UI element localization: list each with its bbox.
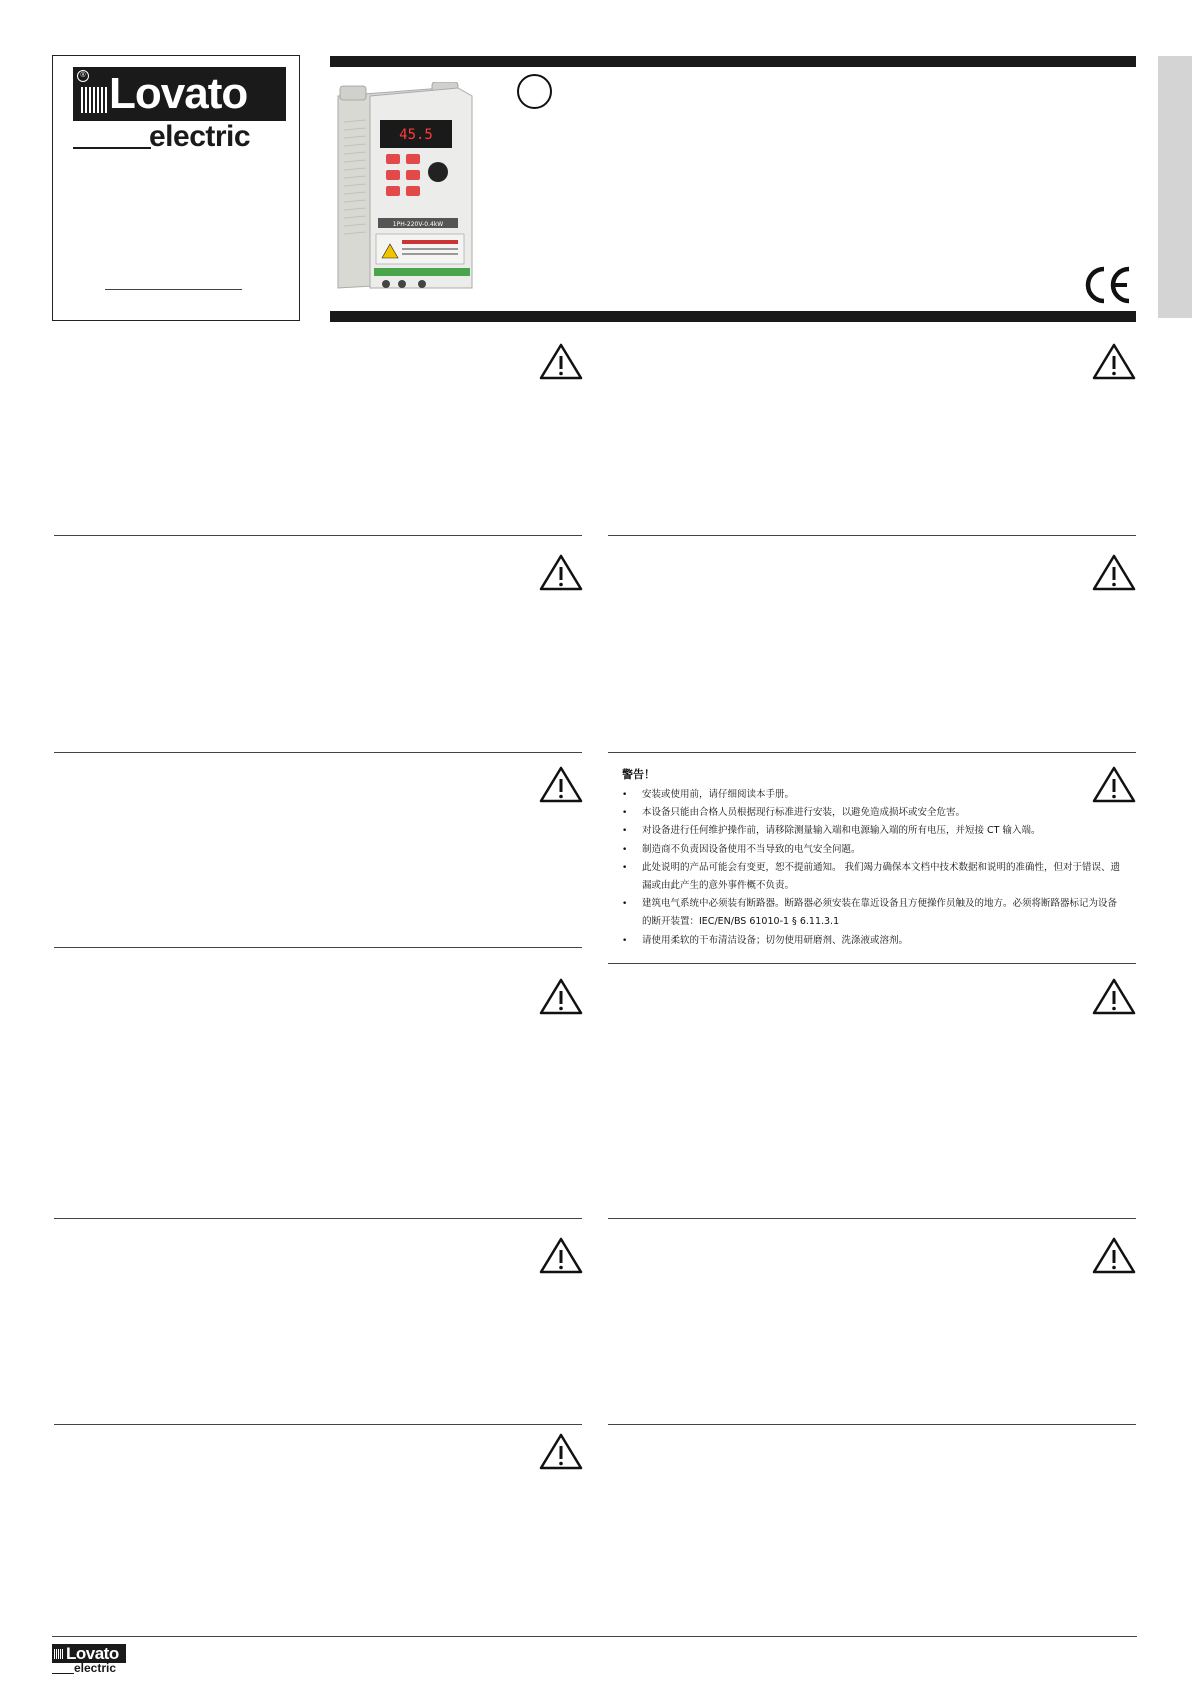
warning-triangle-icon bbox=[1092, 977, 1136, 1015]
warning-triangle-icon bbox=[539, 765, 583, 803]
warning-item: • 安装或使用前，请仔细阅读本手册。 bbox=[622, 786, 1122, 804]
section-divider bbox=[54, 947, 582, 948]
warning-triangle-icon bbox=[1092, 553, 1136, 591]
footer-logo-underline bbox=[52, 1673, 74, 1674]
warning-item: • 本设备只能由合格人员根据现行标准进行安装，以避免造成损坏或安全危害。 bbox=[622, 804, 1122, 822]
logo-wordmark: Lovato bbox=[109, 69, 248, 118]
section-divider bbox=[608, 1424, 1136, 1425]
product-photo bbox=[330, 82, 480, 294]
warning-triangle-icon bbox=[539, 1432, 583, 1470]
section-divider bbox=[54, 752, 582, 753]
lovato-logo bbox=[73, 67, 286, 121]
section-divider bbox=[608, 535, 1136, 536]
logo-subtitle: electric bbox=[149, 120, 251, 153]
warning-triangle-icon bbox=[539, 342, 583, 380]
language-circle bbox=[517, 74, 552, 109]
logo-underline bbox=[73, 147, 151, 149]
section-divider bbox=[54, 1218, 582, 1219]
warning-title: 警告！ bbox=[622, 768, 655, 781]
footer-logo-subtitle: electric bbox=[74, 1661, 117, 1675]
section-divider bbox=[608, 963, 1136, 964]
display-readout: 45.5 bbox=[399, 127, 433, 143]
footer-logo-stripes-icon bbox=[54, 1649, 64, 1659]
warning-item: • 制造商不负责因设备使用不当导致的电气安全问题。 bbox=[622, 841, 1122, 859]
registered-mark: ® bbox=[77, 70, 89, 82]
footer-rule bbox=[52, 1636, 1137, 1637]
header-top-bar bbox=[330, 56, 1136, 67]
logo-stripes-icon bbox=[81, 87, 107, 113]
section-divider bbox=[54, 1424, 582, 1425]
warning-triangle-icon bbox=[539, 977, 583, 1015]
ce-mark-icon bbox=[1083, 265, 1133, 305]
warning-triangle-icon bbox=[1092, 1236, 1136, 1274]
section-divider bbox=[608, 752, 1136, 753]
header-bottom-bar bbox=[330, 311, 1136, 322]
panel-label: 1PH-220V-0.4kW bbox=[392, 221, 444, 228]
warning-triangle-icon bbox=[1092, 342, 1136, 380]
brand-box bbox=[52, 55, 300, 321]
warning-item: • 建筑电气系统中必须装有断路器。断路器必须安装在靠近设备且方便操作员触及的地方。必须将断路器标记为设备的断开装置：IEC/EN/BS 61010-1 § 6.11.3.1 bbox=[622, 895, 1122, 931]
section-divider bbox=[608, 1218, 1136, 1219]
warning-item: • 对设备进行任何维护操作前，请移除测量输入端和电源输入端的所有电压，并短接 CT 输入端。 bbox=[622, 822, 1122, 840]
warning-triangle-icon bbox=[539, 553, 583, 591]
brand-rule bbox=[105, 289, 242, 290]
side-tab bbox=[1158, 56, 1192, 318]
warning-triangle-icon bbox=[539, 1236, 583, 1274]
warning-item: • 此处说明的产品可能会有变更，恕不提前通知。 我们竭力确保本文档中技术数据和说明的准确性，但对于错误、遗漏或由此产生的意外事件概不负责。 bbox=[622, 859, 1122, 895]
warning-item: • 请使用柔软的干布清洁设备；切勿使用研磨剂、洗涤液或溶剂。 bbox=[622, 932, 1122, 950]
section-divider bbox=[54, 535, 582, 536]
warning-section bbox=[622, 766, 1122, 950]
warning-list bbox=[622, 786, 1122, 950]
footer-logo-wordmark: Lovato bbox=[66, 1644, 119, 1663]
